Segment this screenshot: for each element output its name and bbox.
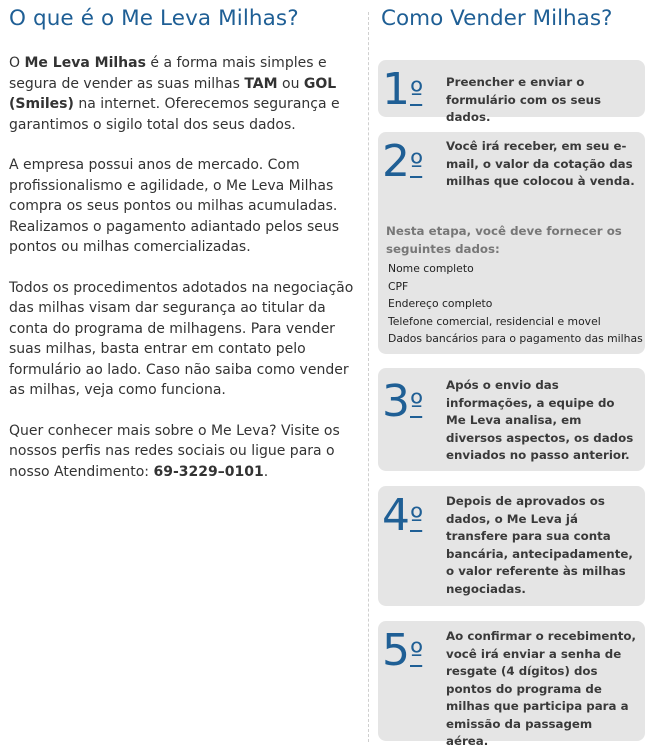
step-4-card — [378, 486, 645, 606]
step-2-data-list — [388, 260, 646, 348]
list-item: Nome completo — [388, 262, 474, 275]
step-4-number: $4^º$ — [382, 490, 423, 541]
step-2-card — [378, 132, 645, 354]
about-paragraph-3: Todos os procedimentos adotados na negociação das milhas visam dar segurança ao titular da conta do programa de milhagens. Para vender suas milhas, basta entrar em contato pelo formulário ao lado. Caso não saiba como vender as milhas, veja como funciona. — [9, 279, 354, 398]
about-body — [9, 53, 364, 482]
step-3-card — [378, 368, 645, 471]
step-5-card — [378, 621, 645, 748]
p1-post: na internet. Oferecemos segurança e garantimos o sigilo total dos seus dados. — [9, 96, 340, 133]
list-item: Endereço completo — [388, 297, 493, 311]
p1-brand: Me Leva Milhas — [24, 55, 146, 71]
p1-tam: TAM — [244, 75, 278, 92]
step-1-card — [378, 60, 645, 124]
step-5-text: Ao confirmar o recebimento, você irá enviar a senha de resgate (4 dígitos) dos pontos do programa de milhas que participa para a emissão da passagem aérea. — [446, 629, 637, 748]
p1-mid2: ou — [277, 75, 304, 92]
about-paragraph-1 — [9, 53, 364, 135]
about-paragraph-2: A empresa possui anos de mercado. Com profissionalismo e agilidade, o Me Leva Milhas compra os seus pontos ou milhas acumuladas. Realizamos o pagamento adiantado pelos seus pontos ou milhas comercializadas. — [9, 157, 340, 255]
about-section — [9, 6, 364, 502]
step-5-number: $5^º$ — [382, 625, 423, 676]
column-divider — [368, 12, 369, 742]
p1-gol: GOL (Smiles) — [9, 75, 337, 112]
list-item: Dados bancários para o pagamento das milhas — [388, 332, 643, 346]
p1-pre: O — [9, 55, 25, 71]
step-1-number: $1^º$ — [382, 64, 423, 115]
p1-mid1: é a forma mais simples e segura de vender as suas milhas — [9, 55, 327, 92]
p4-end: . — [263, 463, 269, 480]
p4-text: Quer conhecer mais sobre o Me Leva? Visite os nossos perfis nas redes sociais ou ligue para o nosso Atendimento: — [9, 422, 340, 480]
phone-number: 69-3229–0101 — [153, 463, 264, 480]
list-item: CPF — [388, 279, 409, 293]
about-paragraph-4 — [9, 421, 364, 483]
step-4-text: Depois de aprovados os dados, o Me Leva já transfere para sua conta bancária, antecipadamente, o valor referente às milhas negociadas. — [446, 494, 633, 596]
step-2-number: $2^º$ — [382, 136, 423, 187]
step-3-number: $3^º$ — [382, 376, 423, 427]
step-2-text: Você irá receber, em seu e-mail, o valor da cotação das milhas que colocou à venda. — [446, 139, 635, 188]
how-to-title: Como Vender Milhas? — [381, 6, 613, 31]
about-title: O que é o Me Leva Milhas? — [9, 6, 299, 31]
step-2-extra-title: Nesta etapa, você deve fornecer os seguintes dados: — [386, 224, 622, 256]
step-1-text: Preencher e enviar o formulário com os seus dados. — [446, 75, 601, 124]
how-to-section — [381, 6, 651, 31]
step-3-text: Após o envio das informações, a equipe do Me Leva analisa, em diversos aspectos, os dados enviados no passo anterior. — [446, 378, 634, 462]
list-item: Telefone comercial, residencial e movel — [388, 314, 601, 328]
